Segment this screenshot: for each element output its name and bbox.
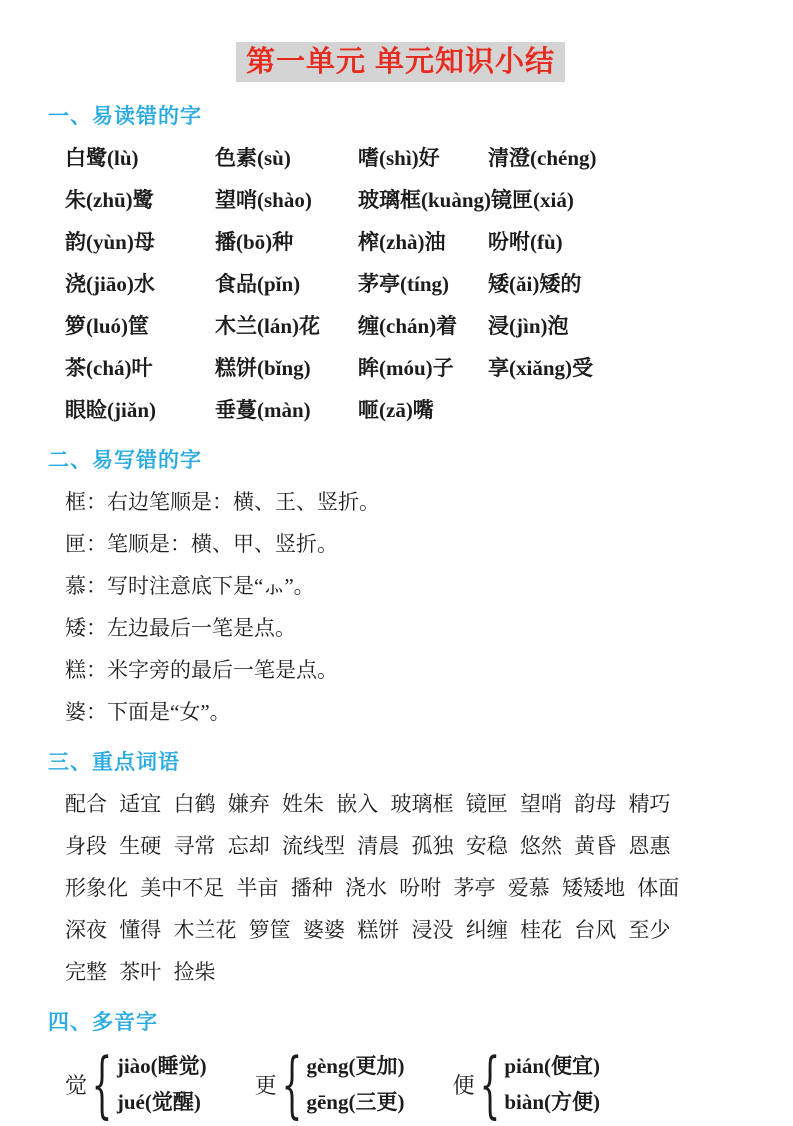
note-line: 婆：下面是“女”。 [65,700,231,725]
key-words-line: 配合 适宜 白鹤 嫌弃 姓朱 嵌入 玻璃框 镜匣 望哨 韵母 精巧 [65,792,671,817]
readings [306,1048,404,1120]
section3-heading: 三、重点词语 [48,751,180,775]
word-item: 咂(zā)嘴 [358,398,434,423]
readings [504,1048,600,1120]
word-row [65,262,753,304]
word-item: 矮(ǎi)矮的 [488,272,582,297]
word-item: 茅亭(tíng) [358,272,449,297]
word-row [65,136,753,178]
word-item: 播(bō)种 [215,230,294,255]
key-words-line: 身段 生硬 寻常 忘却 流线型 清晨 孤独 安稳 悠然 黄昏 恩惠 [65,834,671,859]
word-item: 食品(pǐn) [215,272,301,297]
word-item: 清澄(chéng) [488,146,597,171]
word-item: 浸(jìn)泡 [488,314,569,339]
word-row [65,220,753,262]
word-item: 浇(jiāo)水 [65,272,155,297]
left-brace-icon: { [281,1042,302,1126]
word-row [65,346,753,388]
word-item: 嗜(shì)好 [358,146,440,171]
polyphone-group-geng [254,1042,405,1126]
reading-item: jiào(睡觉) [116,1054,207,1079]
key-words-line: 深夜 懂得 木兰花 箩筐 婆婆 糕饼 浸没 纠缠 桂花 台风 至少 [65,918,671,943]
polyphone-group-bian [452,1042,600,1126]
polyphone-row [65,1042,753,1126]
note-line: 糕：米字旁的最后一笔是点。 [65,658,338,683]
word-item: 茶(chá)叶 [65,356,153,381]
note-line: 框：右边笔顺是：横、王、竖折。 [65,490,380,515]
word-row [65,388,753,430]
section4-heading: 四、多音字 [48,1011,158,1035]
polyphone-char: 便 [452,1072,475,1098]
left-brace-icon: { [479,1042,500,1126]
word-item: 木兰(lán)花 [215,314,320,339]
title-container [48,42,753,82]
word-row [65,304,753,346]
polyphone-char: 更 [254,1072,277,1098]
word-item: 韵(yùn)母 [65,230,155,255]
reading-item: gèng(更加) [306,1054,405,1079]
reading-item: biàn(方便) [504,1090,600,1115]
word-row [65,178,753,220]
easy-miswritten-notes [65,480,753,732]
note-line: 匣：笔顺是：横、甲、竖折。 [65,532,338,557]
word-item: 箩(luó)筐 [65,314,149,339]
word-item: 色素(sù) [215,146,291,171]
key-words-line: 完整 茶叶 捡柴 [65,960,216,985]
word-item: 眼睑(jiǎn) [65,398,156,423]
word-item: 缠(chán)着 [358,314,458,339]
word-item: 垂蔓(màn) [215,398,311,423]
left-brace-icon: { [91,1042,113,1126]
word-item: 榨(zhà)油 [358,230,446,255]
readings [117,1048,207,1120]
word-item: 吩咐(fù) [488,230,563,255]
key-words-line: 形象化 美中不足 半亩 播种 浇水 吩咐 茅亭 爱慕 矮矮地 体面 [65,876,680,901]
word-item: 白鹭(lù) [65,146,139,171]
section1-heading: 一、易读错的字 [48,105,202,129]
reading-item: pián(便宜) [504,1054,600,1079]
word-item: 享(xiǎng)受 [488,356,593,381]
polyphone-group-jue [65,1042,207,1126]
word-item: 望哨(shào) [215,188,312,213]
note-line: 矮：左边最后一笔是点。 [65,616,296,641]
word-item: 朱(zhū)鹭 [65,188,154,213]
polyphone-char: 觉 [65,1072,88,1098]
note-line: 慕：写时注意底下是“⺗”。 [65,574,315,599]
word-item: 眸(móu)子 [358,356,454,381]
reading-item: gēng(三更) [306,1090,405,1115]
easy-misread-word-grid [65,136,753,430]
word-item: 玻璃框(kuàng)镜匣(xiá) [358,188,574,213]
section2-heading: 二、易写错的字 [48,449,202,473]
word-item: 糕饼(bǐng) [215,356,311,381]
page-title: 第一单元 单元知识小结 [236,42,565,82]
key-words-list [65,782,753,992]
reading-item: jué(觉醒) [116,1090,201,1115]
